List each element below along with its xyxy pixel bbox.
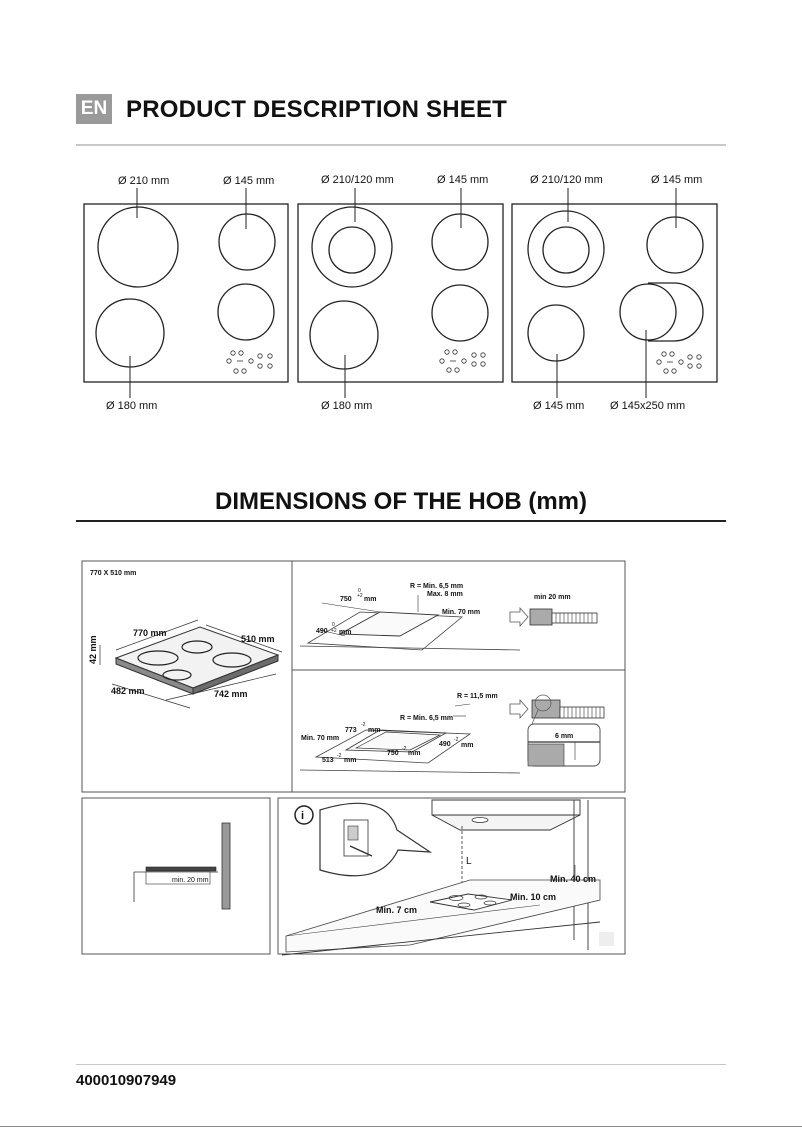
cutout-d-tol: +2 bbox=[331, 628, 337, 634]
cutout-d: 490 bbox=[316, 628, 328, 635]
recess-r1: R = 11,5 mm bbox=[457, 693, 498, 700]
language-badge: EN bbox=[76, 94, 112, 124]
label-145: Ø 145 mm bbox=[651, 174, 703, 186]
page-bottom-line bbox=[0, 1126, 802, 1127]
recess-d-inner: 490 bbox=[439, 741, 451, 748]
label-145: Ø 145 mm bbox=[223, 175, 275, 187]
recess-w-outer-unit: mm bbox=[368, 727, 381, 734]
recess-depth6: 6 mm bbox=[555, 733, 574, 740]
clearance-min7: Min. 7 cm bbox=[376, 905, 418, 915]
label-145: Ø 145 mm bbox=[437, 174, 489, 186]
inner-depth: 482 mm bbox=[111, 686, 145, 696]
clearance-min40: Min. 40 cm bbox=[550, 874, 597, 884]
arrow-right-icon bbox=[510, 608, 528, 626]
cutout-d-unit: mm bbox=[339, 629, 352, 636]
info-letter: i bbox=[301, 810, 305, 822]
overall-width: 770 mm bbox=[133, 628, 167, 638]
label-210-120: Ø 210/120 mm bbox=[530, 174, 603, 186]
recess-d-outer-unit: mm bbox=[344, 757, 357, 764]
cutout-w: 750 bbox=[340, 596, 352, 603]
cutout-flush-figure bbox=[300, 583, 597, 650]
label-210-120: Ø 210/120 mm bbox=[321, 174, 394, 186]
product-code: 400010907949 bbox=[76, 1072, 177, 1089]
recess-w-inner: 750 bbox=[387, 750, 399, 757]
hob-3d-figure bbox=[88, 570, 282, 708]
dimensions-title: DIMENSIONS OF THE HOB (mm) bbox=[214, 488, 587, 515]
cutout-d-tol0: 0 bbox=[332, 622, 335, 628]
label-145-b: Ø 145 mm bbox=[533, 400, 585, 412]
cutout-w-tol: +2 bbox=[357, 593, 363, 599]
label-180: Ø 180 mm bbox=[106, 400, 158, 412]
clearance-figure bbox=[278, 798, 625, 955]
cutout-max: Max. 8 mm bbox=[427, 591, 463, 598]
arrow-right-icon bbox=[510, 700, 528, 718]
recess-d-inner-tol: -2 bbox=[454, 737, 459, 743]
footer-divider bbox=[76, 1064, 726, 1065]
cutout-w-unit: mm bbox=[364, 596, 377, 603]
overall-height: 42 mm bbox=[88, 635, 98, 664]
overall-size: 770 X 510 mm bbox=[90, 570, 137, 577]
cutout-r: R = Min. 6,5 mm bbox=[410, 583, 464, 590]
recess-d-outer-tol: -2 bbox=[337, 753, 342, 759]
label-210: Ø 210 mm bbox=[118, 175, 170, 187]
page-title: PRODUCT DESCRIPTION SHEET bbox=[126, 96, 508, 123]
recess-r2: R = Min. 6,5 mm bbox=[400, 715, 454, 722]
cutout-w-tol0: 0 bbox=[358, 588, 361, 594]
recess-w-inner-tol: -2 bbox=[402, 746, 407, 752]
inner-width: 742 mm bbox=[214, 689, 248, 699]
label-145x250: Ø 145x250 mm bbox=[610, 400, 686, 412]
recess-min70: Min. 70 mm bbox=[301, 735, 340, 742]
cutout-min20: min 20 mm bbox=[534, 594, 571, 601]
recess-w-outer: 773 bbox=[345, 727, 357, 734]
clearance-min10: Min. 10 cm bbox=[510, 892, 557, 902]
recess-d-inner-unit: mm bbox=[461, 742, 474, 749]
recess-d-outer: 513 bbox=[322, 757, 334, 764]
label-180: Ø 180 mm bbox=[321, 400, 373, 412]
side-min20: min. 20 mm bbox=[172, 877, 209, 884]
cutout-min70: Min. 70 mm bbox=[442, 609, 481, 616]
recess-w-outer-tol: -2 bbox=[361, 722, 366, 728]
side-view-figure bbox=[82, 798, 270, 954]
clearance-l: L bbox=[466, 856, 472, 867]
recess-w-inner-unit: mm bbox=[408, 750, 421, 757]
overall-depth: 510 mm bbox=[241, 634, 275, 644]
cutout-recess-figure bbox=[300, 693, 604, 773]
